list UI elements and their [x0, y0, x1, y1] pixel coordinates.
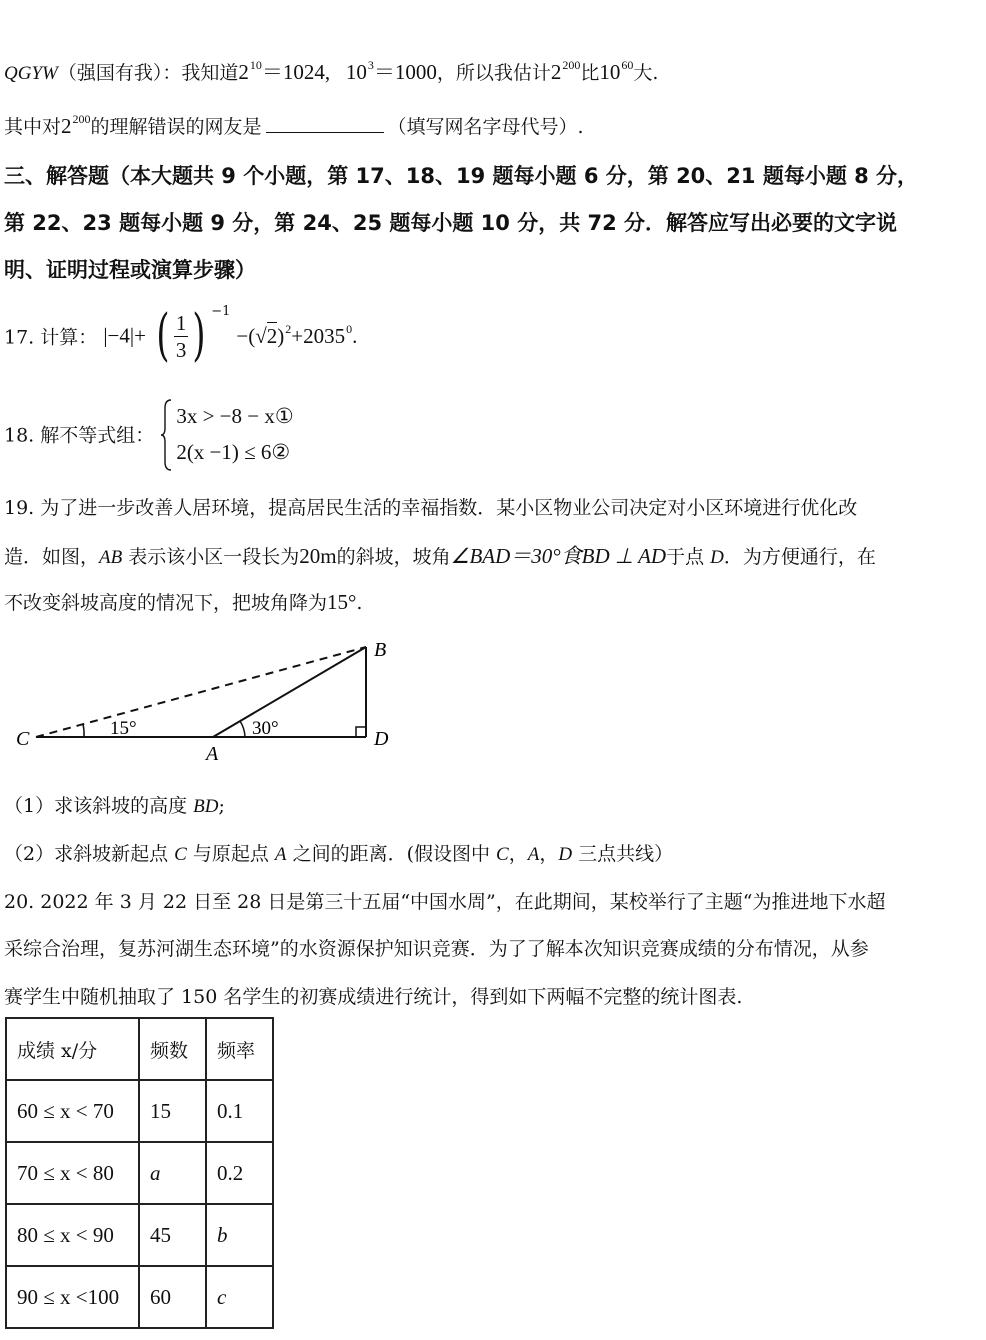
question-19-line-2: 造．如图，AB 表示该小区一段长为20m的斜坡，坡角∠BAD＝30°食BD ⊥ AD于点 D．为方便通行，在: [4, 544, 876, 568]
table-row: 90 ≤ x <100 60 c: [6, 1266, 273, 1328]
question-19-line-1: 19. 为了进一步改善人居环境，提高居民生活的幸福指数．某小区物业公司决定对小区环境进行优化改: [4, 497, 858, 519]
brace-icon: [160, 398, 172, 472]
question-20-line-2: 采综合治理，复苏河湖生态环境”的水资源保护知识竞赛．为了了解本次知识竞赛成绩的分布情况，从参: [4, 938, 869, 960]
angle-arc-30: [240, 721, 245, 737]
frequency-table: [5, 1017, 274, 1329]
question-17: 17. 计算： |−4|+ ( $\frac{1}{3}$ ) $^{-1} -(√2)^2+2035^0$.: [4, 303, 358, 368]
answer-blank[interactable]: [266, 116, 384, 133]
header-frequency: 频数: [139, 1018, 206, 1080]
sqrt-symbol: √: [255, 323, 267, 348]
angle-arc-15: [83, 724, 84, 737]
question-18: 18. 解不等式组： 3x > −8 − x① 2(x −1) ≤ 6②: [4, 398, 294, 470]
netizen-name: QGYW: [4, 63, 58, 84]
question-19-line-3: 不改变斜坡高度的情况下，把坡角降为15°.: [4, 590, 363, 614]
section-heading-2: 第 22、23 题每小题 9 分，第 24、25 题每小题 10 分，共 72 分．解答应写出必要的文字说: [4, 211, 898, 235]
fraction: $\frac{1}{3}$: [175, 310, 187, 362]
header-rate: 频率: [206, 1018, 273, 1080]
fill-in-question: 其中对$2^{200}$的理解错误的网友是 （填写网名字母代号）.: [4, 112, 584, 138]
label-b: B: [374, 639, 387, 661]
question-19-part-1: （1）求该斜坡的高度 BD;: [4, 795, 225, 817]
table-row: 60 ≤ x < 70 15 0.1: [6, 1080, 273, 1142]
line-ab: [213, 647, 366, 737]
statement-qgyw: QGYW（强国有我）：我知道$2^{10}=1024$, $10^3=1000$，所以我估计$2^{200}$比$10^{60}$大.: [4, 58, 659, 84]
right-angle-mark: [356, 727, 366, 737]
label-a: A: [206, 743, 219, 765]
table-header-row: [6, 1018, 273, 1080]
section-heading-1: 三、解答题（本大题共 9 个小题，第 17、18、19 题每小题 6 分，第 20、21 题每小题 8 分，: [4, 164, 919, 188]
question-19-part-2: （2）求斜坡新起点 C 与原起点 A 之间的距离．(假设图中 C，A，D 三点共线）: [4, 843, 674, 865]
table-row: 80 ≤ x < 90 45 b: [6, 1204, 273, 1266]
label-d: D: [374, 728, 389, 750]
slope-figure: [0, 632, 420, 772]
label-c: C: [16, 728, 30, 750]
question-20-line-3: 赛学生中随机抽取了 150 名学生的初赛成绩进行统计，得到如下两幅不完整的统计图表.: [4, 986, 743, 1008]
angle-label-30: 30°: [252, 718, 279, 739]
header-score: 成绩 x/分: [6, 1018, 139, 1080]
inequality-2: 2(x −1) ≤ 6②: [176, 440, 291, 464]
question-20-line-1: 20. 2022 年 3 月 22 日至 28 日是第三十五届“中国水周”，在此期间，某校举行了主题“为推进地下水超: [4, 891, 886, 913]
math-expr: $2^{10}=1024$, $10^3=1000$: [238, 58, 437, 84]
dashed-line-cb: [36, 647, 366, 737]
inequality-1: 3x > −8 − x①: [176, 404, 294, 428]
angle-label-15: 15°: [110, 718, 137, 739]
table-row: 70 ≤ x < 80 a 0.2: [6, 1142, 273, 1204]
section-heading-3: 明、证明过程或演算步骤）: [4, 258, 256, 282]
